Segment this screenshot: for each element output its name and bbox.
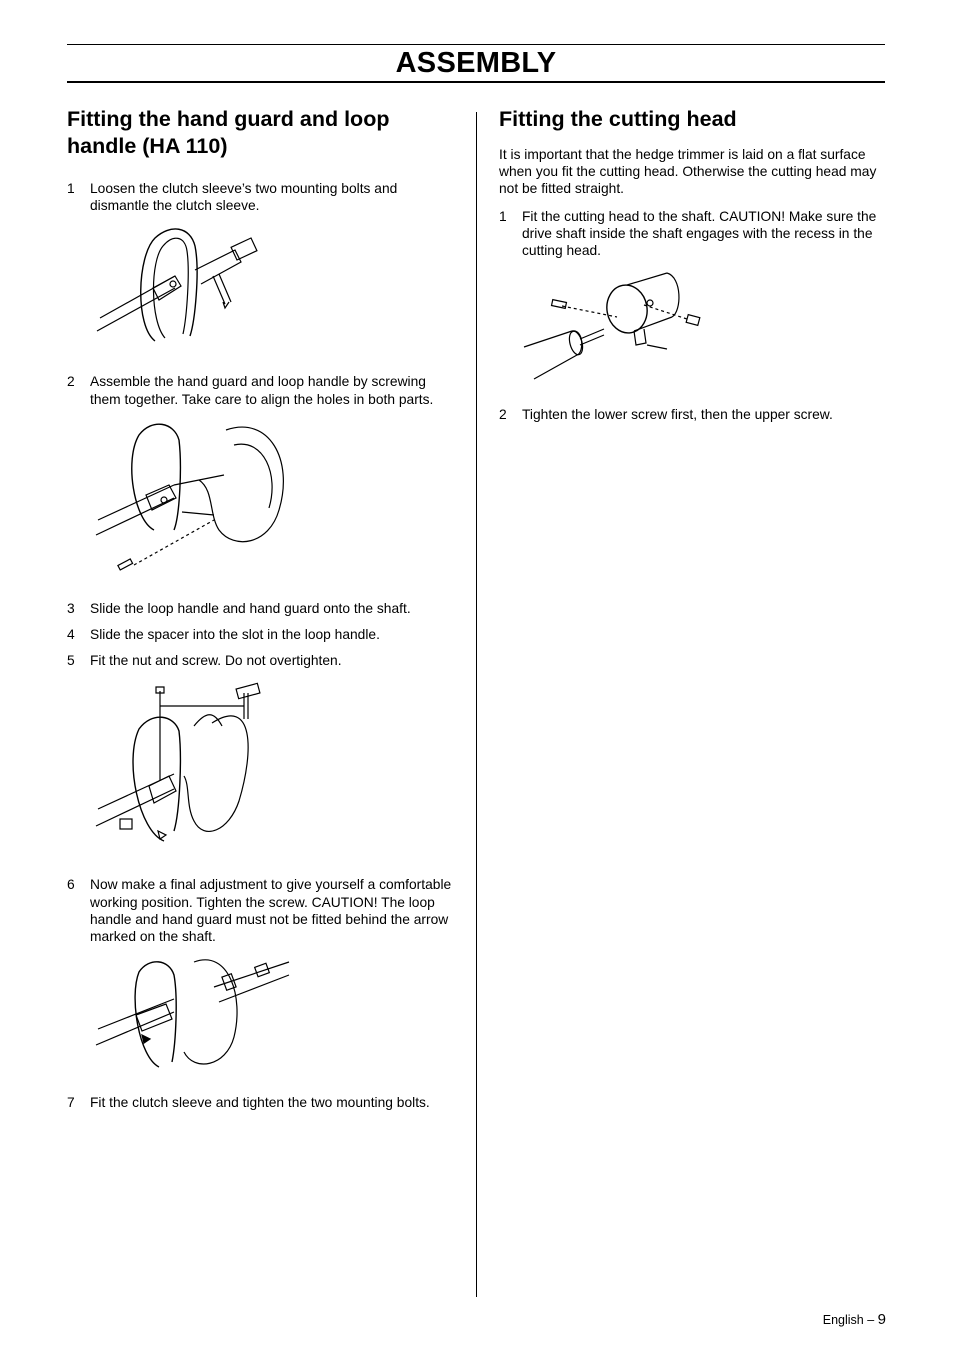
step-number: 4: [67, 627, 75, 643]
step-item: [67, 600, 457, 617]
step-item: [67, 180, 457, 214]
illustration-fit-cutting-head: [522, 269, 707, 384]
header-bottom-rule: [67, 81, 885, 83]
step-number: 7: [67, 1095, 75, 1111]
step-text: Fit the cutting head to the shaft. CAUTION! Make sure the drive shaft inside the shaft engages with the recess in the cutting head.: [522, 208, 877, 259]
step-item: [67, 1094, 457, 1111]
left-column: [67, 106, 457, 1111]
step-number: 2: [499, 407, 507, 423]
intro-paragraph: It is important that the hedge trimmer is laid on a flat surface when you fit the cutting head. Otherwise the cutting head may not be fitted straight.: [499, 147, 877, 197]
step-text: Loosen the clutch sleeve’s two mounting bolts and dismantle the clutch sleeve.: [90, 181, 398, 214]
illustration-loosen-clutch-sleeve: [95, 226, 285, 351]
footer-dash: –: [867, 1313, 875, 1327]
step-text: Tighten the lower screw first, then the upper screw.: [522, 407, 833, 423]
step-text: Slide the loop handle and hand guard onto the shaft.: [90, 600, 411, 616]
step-text: Now make a final adjustment to give yourself a comfortable working position. Tighten the screw. CAUTION! The loop handle and hand guard must not be fitted behind the arrow marked on the shaft.: [90, 877, 452, 945]
header-top-rule: [67, 44, 885, 45]
page-footer: [823, 1312, 886, 1328]
step-text: Slide the spacer into the slot in the loop handle.: [90, 627, 380, 643]
section-heading-hand-guard: Fitting the hand guard and loop handle (HA 110): [67, 107, 390, 158]
footer-language: English: [822, 1313, 864, 1327]
step-number: 2: [67, 374, 75, 390]
step-number: 6: [67, 877, 75, 893]
step-text: Assemble the hand guard and loop handle by screwing them together. Take care to align the holes in both parts.: [90, 374, 434, 407]
step-item: [499, 406, 887, 423]
right-column: [499, 106, 887, 423]
illustration-final-adjustment: [94, 957, 294, 1072]
step-text: Fit the nut and screw. Do not overtighten.: [90, 653, 342, 669]
page-title: ASSEMBLY: [395, 47, 557, 79]
step-item: [67, 373, 457, 407]
step-number: 5: [67, 653, 75, 669]
step-text: Fit the clutch sleeve and tighten the two mounting bolts.: [90, 1095, 430, 1111]
step-item: [499, 208, 887, 260]
step-number: 3: [67, 600, 75, 616]
illustration-fit-nut-screw: [94, 681, 294, 856]
step-item: [67, 652, 457, 669]
step-number: 1: [499, 208, 507, 224]
step-item: [67, 876, 457, 945]
step-number: 1: [67, 181, 75, 196]
section-heading-cutting-head: Fitting the cutting head: [499, 107, 737, 131]
page-number: 9: [877, 1311, 886, 1328]
column-divider: [476, 112, 477, 1297]
step-item: [67, 626, 457, 643]
illustration-assemble-guard-handle: [94, 420, 294, 580]
